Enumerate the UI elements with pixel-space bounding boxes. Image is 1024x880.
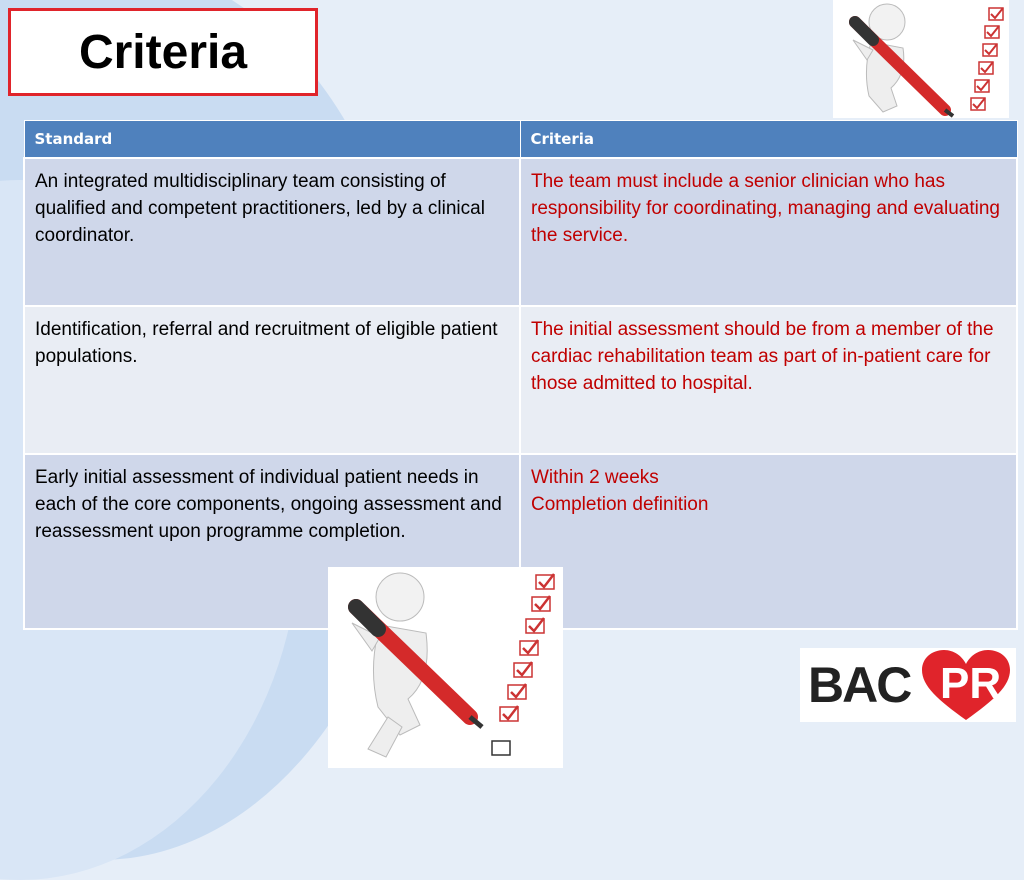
standard-cell: An integrated multidisciplinary team consisting of qualified and competent practitioners, led by a clinical coordinator.: [24, 158, 520, 306]
column-header-standard: Standard: [24, 121, 520, 159]
table-header-row: [24, 121, 1017, 159]
logo-overlay-letters: PR: [940, 659, 1002, 708]
table-row: [24, 306, 1017, 454]
logo-text: BAC: [808, 657, 911, 713]
criteria-cell: [520, 454, 1017, 629]
heart-icon: [918, 650, 1014, 722]
standard-cell: Early initial assessment of individual patient needs in each of the core components, ongoing assessment and reassessment upon programme completion.: [24, 454, 520, 629]
checklist-figure-icon: [328, 567, 563, 768]
slide-title: Criteria: [78, 25, 248, 79]
criteria-table: [23, 120, 1018, 630]
criteria-cell: [520, 158, 1017, 306]
column-header-criteria: Criteria: [520, 121, 1017, 159]
title-box: [8, 8, 318, 96]
checklist-figure-icon: [833, 0, 1009, 118]
criteria-line: The initial assessment should be from a member of the cardiac rehabilitation team as part of in-patient care for those admitted to hospital.: [531, 319, 994, 394]
criteria-line: Within 2 weeks: [531, 467, 659, 488]
criteria-cell: [520, 306, 1017, 454]
bacpr-logo: [800, 648, 1016, 722]
standard-cell: Identification, referral and recruitment of eligible patient populations.: [24, 306, 520, 454]
criteria-line: The team must include a senior clinician who has responsibility for coordinating, managing and evaluating the service.: [531, 171, 1000, 246]
criteria-line: Completion definition: [531, 494, 709, 515]
table-row: [24, 158, 1017, 306]
